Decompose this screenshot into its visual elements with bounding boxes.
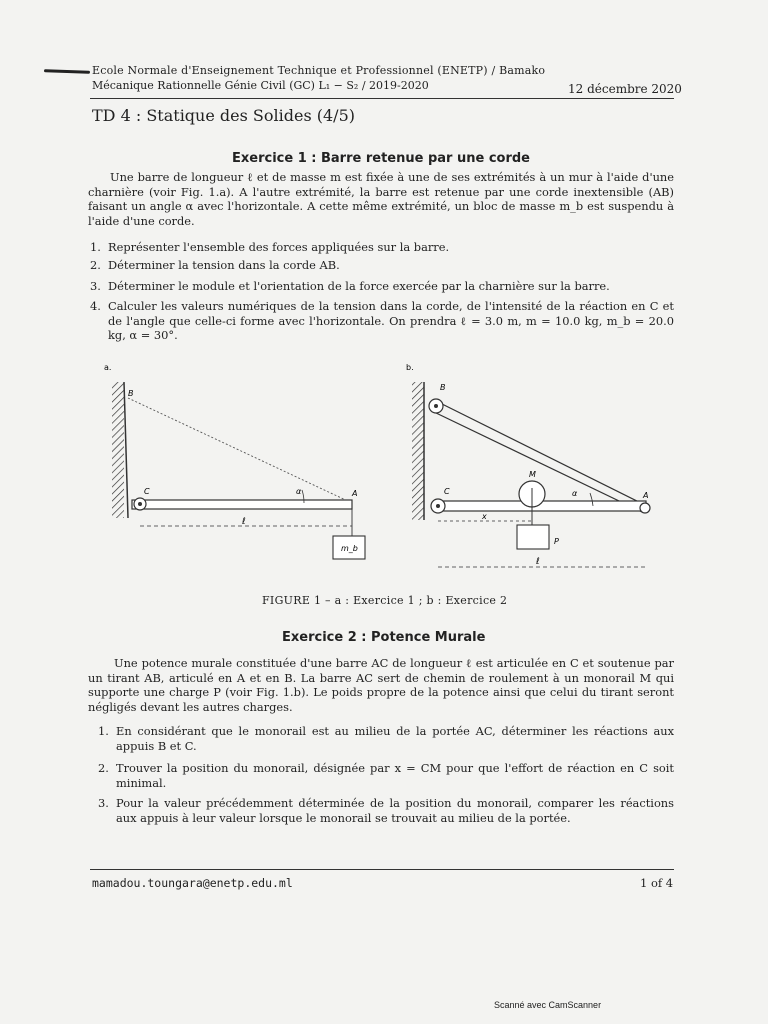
exercise2-item [98,761,674,793]
bar-ca [132,500,352,509]
exercise1-item [90,240,674,256]
length-b: ℓ [536,557,540,567]
rope-ab [128,398,352,503]
header-course: Mécanique Rationnelle Génie Civil (GC) L₁ − S₂ / 2019-2020 [92,79,429,92]
page-number: 1 of 4 [640,876,674,890]
footer-rule [90,869,674,870]
footer-email: mamadou.toungara@enetp.edu.ml [92,876,293,890]
exercise1-heading: Exercice 1 : Barre retenue par une corde [232,151,530,166]
item-text: Déterminer le module et l'orientation de la force exercée par la charnière sur la barre. [108,279,610,293]
item-text: Pour la valeur précédemment déterminée de la position du monorail, comparer les réactions aux appuis à leur valeur lorsque le monorail se trouvait au milieu de la portée. [116,796,674,825]
header-date: 12 décembre 2020 [568,82,682,96]
point-b-a: B [128,389,134,398]
item-number: 1. [98,724,109,738]
point-a-a: A [352,489,358,498]
item-number: 3. [98,796,109,810]
angle-alpha-a: α [296,487,302,496]
exercise2-intro: Une potence murale constituée d'une barre AC de longueur ℓ est articulée en C et soutenue par un tirant AB, articulé en A et en B. La barre AC sert de chemin de roulement à un monorail M qui supporte une charge P (voir Fig. 1.b). Le poids propre de la potence ainsi que celui du tirant seront négligés devant les autres charges. [88,656,674,714]
figure-b-label: b. [406,363,414,372]
exercise1-item [90,299,674,345]
item-text: Représenter l'ensemble des forces appliquées sur la barre. [108,240,450,254]
figure-caption: FIGURE 1 – a : Exercice 1 ; b : Exercice 2 [262,594,508,607]
exercise2-heading: Exercice 2 : Potence Murale [282,630,486,645]
hinge-c-pin [138,502,142,506]
item-text: En considérant que le monorail est au milieu de la portée AC, déterminer les réactions aux appuis B et C. [116,724,674,753]
header-rule [90,98,674,99]
length-a: ℓ [242,517,246,527]
item-text: Calculer les valeurs numériques de la tension dans la corde, de l'intensité de la réaction en C et de l'angle que celle-ci forme avec l'horizontale. On prendra ℓ = 3.0 m, m = 10.0 kg, m_b = 20.0 kg, α = 30°. [108,299,674,343]
load-label: P [554,537,559,546]
item-text: Déterminer la tension dans la corde AB. [108,258,340,272]
figure-b [406,363,650,567]
exercise1-item [90,279,674,295]
mass-label-a: m_b [341,544,358,553]
dim-x-label: x [482,512,487,521]
exercise1-intro: Une barre de longueur ℓ et de masse m est fixée à une de ses extrémités à un mur à l'aide d'une charnière (voir Fig. 1.a). A l'autre extrémité, la barre est retenue par une corde inextensible (AB) faisant un angle α avec l'horizontale. A cette même extrémité, un bloc de masse m_b est suspendu à l'aide d'une corde. [88,170,674,228]
hinge-a-b [640,503,650,513]
item-number: 4. [90,299,101,313]
point-c-b: C [444,487,450,496]
point-b-b: B [440,383,446,392]
point-m: M [529,470,536,479]
item-number: 1. [90,240,101,254]
item-number: 2. [90,258,101,272]
hinge-b-pin [434,404,438,408]
wall-a-face [124,382,128,518]
angle-alpha-b: α [572,489,578,498]
point-a-b: A [643,491,649,500]
page-title: TD 4 : Statique des Solides (4/5) [92,106,355,125]
item-number: 2. [98,761,109,775]
item-text: Trouver la position du monorail, désignée par x = CM pour que l'effort de réaction en C soit minimal. [116,761,674,790]
point-c-a: C [144,487,150,496]
figure-1 [90,360,680,592]
exercise2-item [98,724,674,756]
load-p [517,525,549,549]
pen-mark [44,69,90,74]
wall-b [412,382,424,520]
exercise1-item [90,258,674,274]
exercise2-item [98,796,674,828]
scanner-watermark: Scanné avec CamScanner [494,1000,602,1010]
item-number: 3. [90,279,101,293]
hinge-c-b-pin [436,504,440,508]
wall-a [112,382,124,518]
header-institution: Ecole Normale d'Enseignement Technique et Professionnel (ENETP) / Bamako [92,64,546,77]
figure-a [104,363,365,559]
figure-a-label: a. [104,363,112,372]
